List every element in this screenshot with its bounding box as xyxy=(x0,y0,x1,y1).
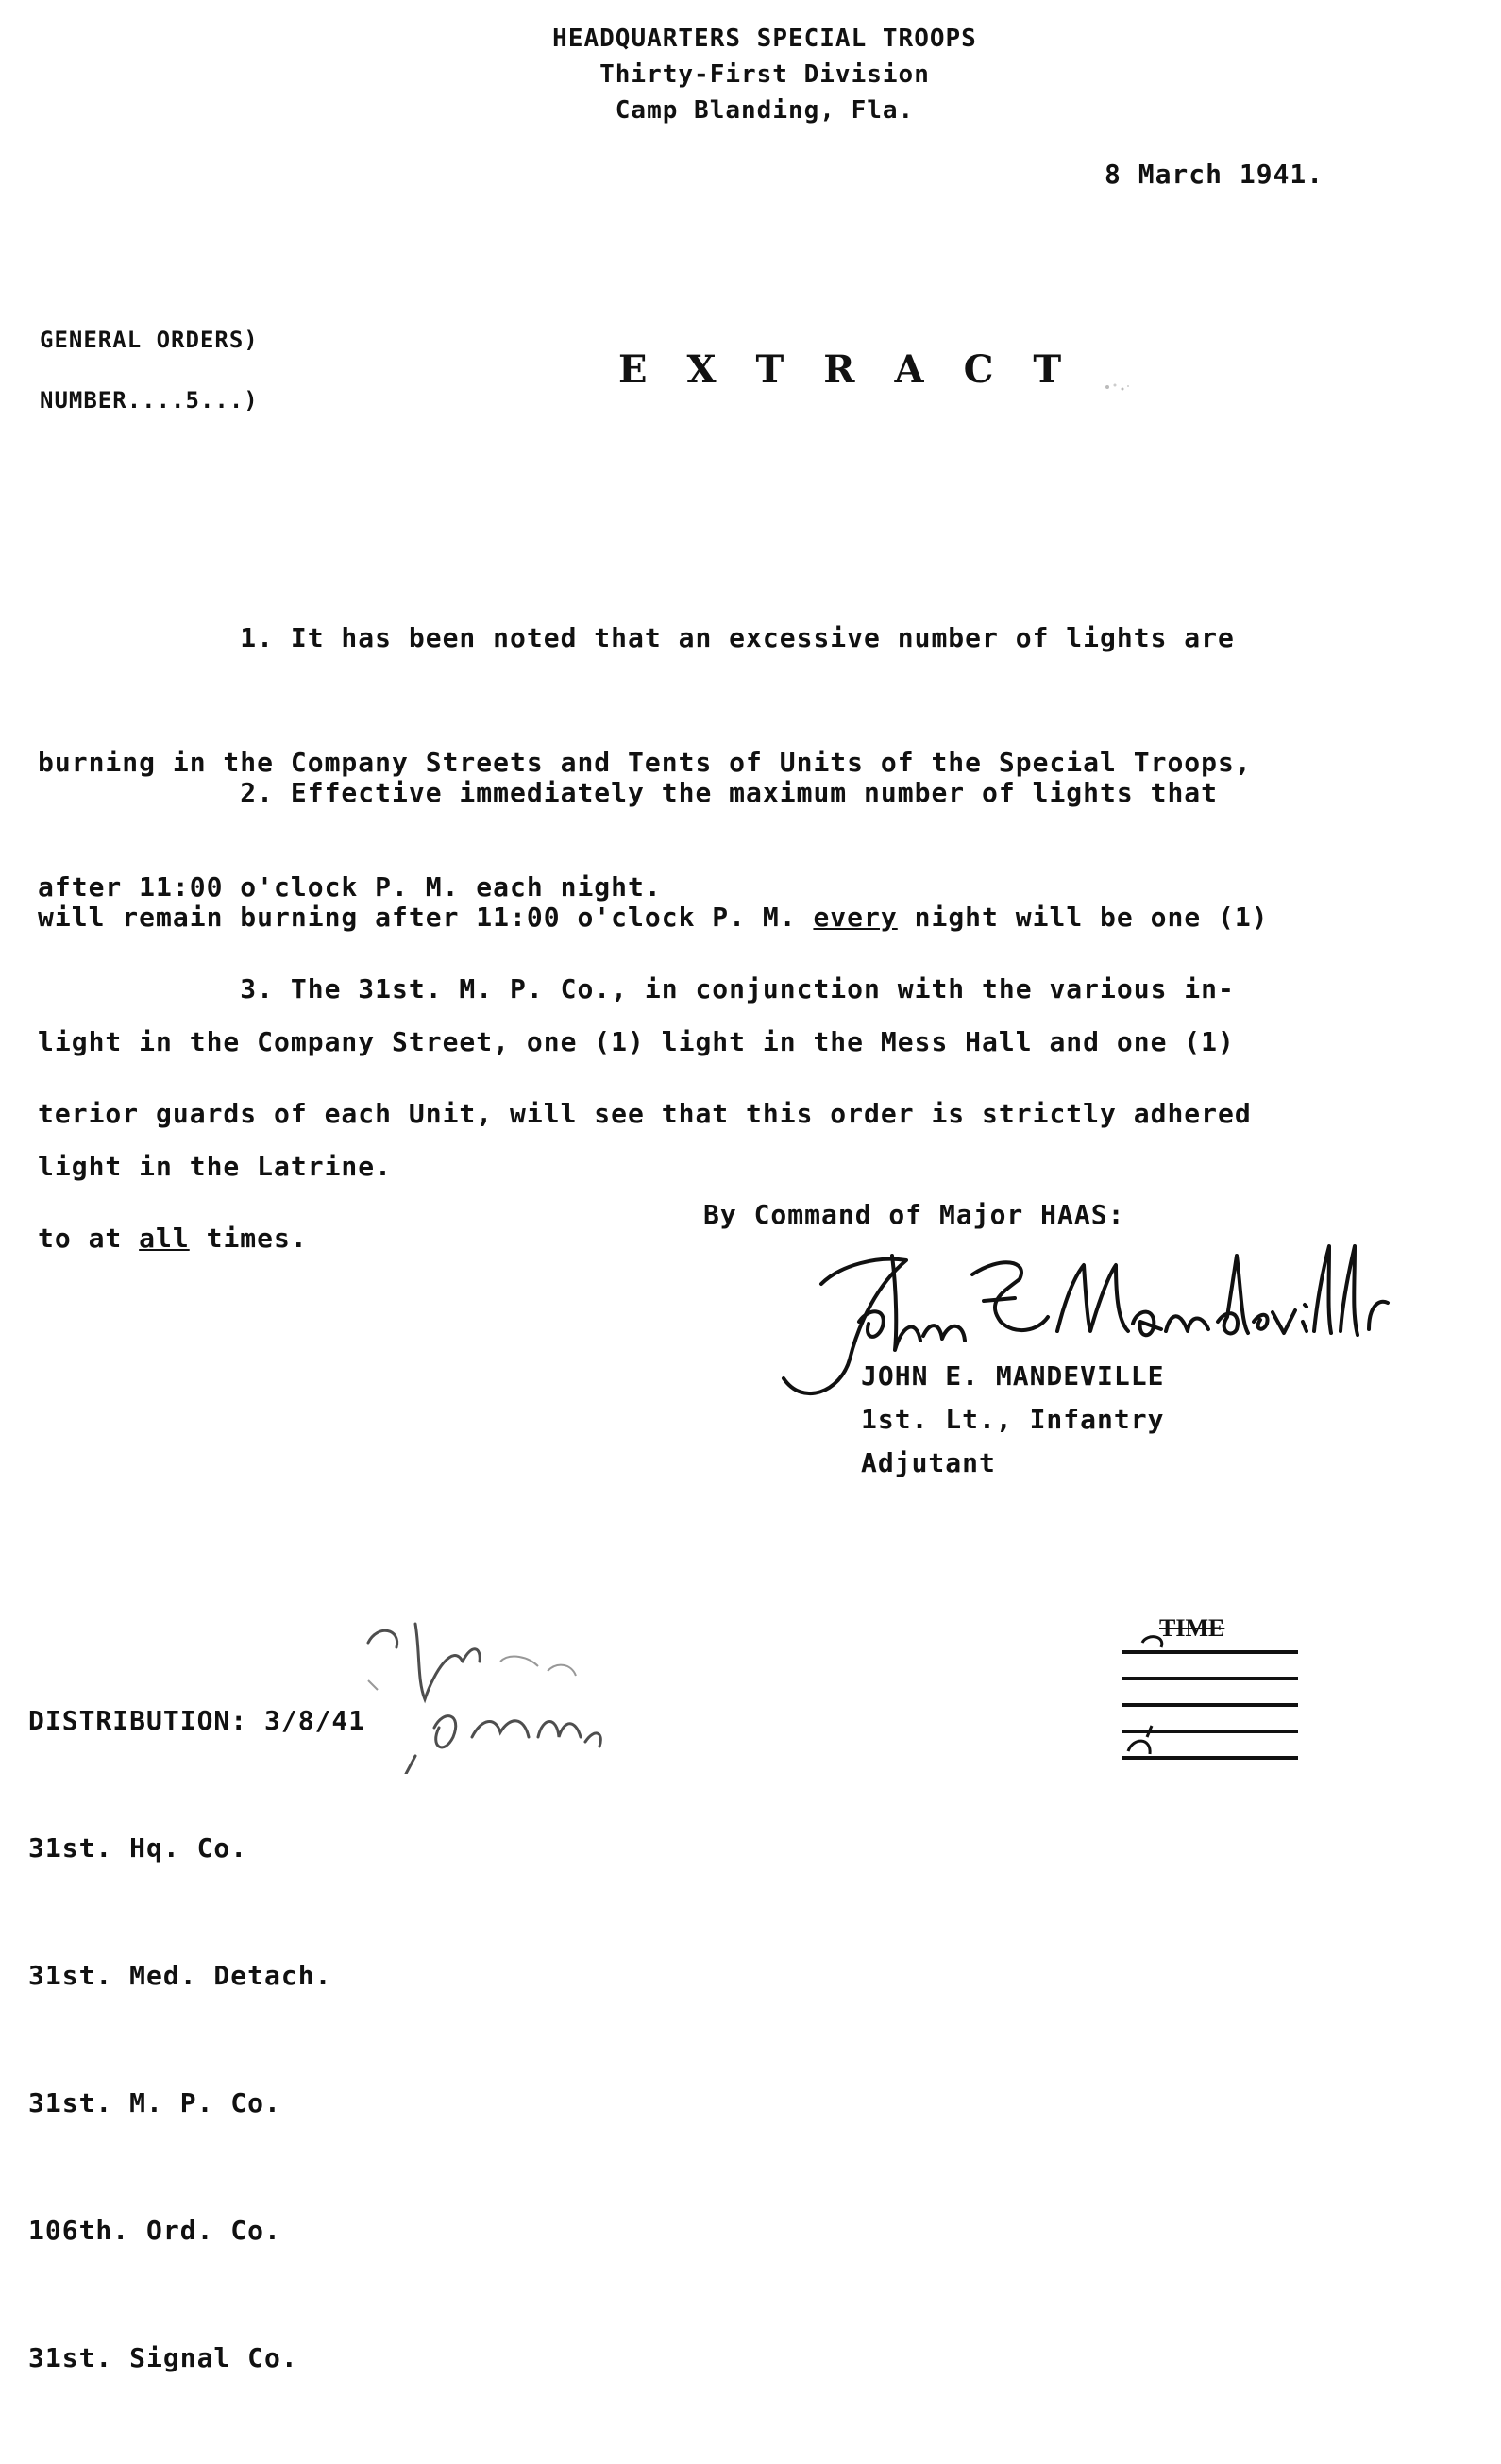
handwritten-initials xyxy=(312,1605,736,1774)
distribution-item: 31st. Hq. Co. xyxy=(28,1832,248,1864)
paragraph-text: times. xyxy=(189,1223,308,1254)
general-orders-block xyxy=(40,310,259,430)
paragraph-text: night will be one (1) xyxy=(897,902,1269,933)
signatory-rank: 1st. Lt., Infantry xyxy=(861,1404,1165,1435)
signatory-name: JOHN E. MANDEVILLE xyxy=(861,1360,1165,1392)
signature-block xyxy=(861,1355,1164,1485)
paragraph-line: 1. It has been noted that an excessive number of lights are xyxy=(38,622,1235,653)
paper-speck xyxy=(1100,378,1138,397)
distribution-item: 106th. Ord. Co. xyxy=(28,2215,281,2246)
signatory-role: Adjutant xyxy=(861,1447,996,1478)
paragraph-text: will remain burning after 11:00 o'clock P. M. xyxy=(38,902,814,933)
paragraph-line: 3. The 31st. M. P. Co., in conjunction with the various in- xyxy=(38,973,1235,1004)
paragraph-line: light in the Latrine. xyxy=(38,1151,393,1182)
paragraph-text: to at xyxy=(38,1223,140,1254)
distribution-item: 31st. Med. Detach. xyxy=(28,1960,332,1991)
time-stamp-box xyxy=(1114,1614,1303,1765)
emphasis-every: every xyxy=(813,902,898,933)
letterhead xyxy=(425,21,1105,128)
letterhead-location: Camp Blanding, Fla. xyxy=(615,96,915,125)
document-date: 8 March 1941. xyxy=(1105,159,1324,190)
letterhead-division: Thirty-First Division xyxy=(599,60,930,89)
paragraph-line: light in the Company Street, one (1) light in the Mess Hall and one (1) xyxy=(38,1026,1235,1057)
emphasis-all: all xyxy=(139,1223,190,1254)
paragraph-line: terior guards of each Unit, will see that this order is strictly adhered xyxy=(38,1098,1252,1129)
general-orders-label: GENERAL ORDERS) xyxy=(40,327,259,353)
time-label: TIME xyxy=(1159,1614,1225,1642)
general-orders-number: NUMBER....5...) xyxy=(40,387,259,413)
distribution-item: 31st. Signal Co. xyxy=(28,2342,298,2373)
paragraph-line: after 11:00 o'clock P. M. each night. xyxy=(38,871,662,903)
distribution-label: DISTRIBUTION: 3/8/41 xyxy=(28,1705,366,1736)
distribution-item: 31st. M. P. Co. xyxy=(28,2087,281,2118)
paragraph-line: 2. Effective immediately the maximum number of lights that xyxy=(38,777,1219,808)
paragraph-line: burning in the Company Streets and Tents of Units of the Special Troops, xyxy=(38,747,1252,778)
document-title: EXTRACT xyxy=(618,347,1102,392)
letterhead-unit: HEADQUARTERS SPECIAL TROOPS xyxy=(552,25,977,53)
command-line: By Command of Major HAAS: xyxy=(703,1199,1125,1230)
